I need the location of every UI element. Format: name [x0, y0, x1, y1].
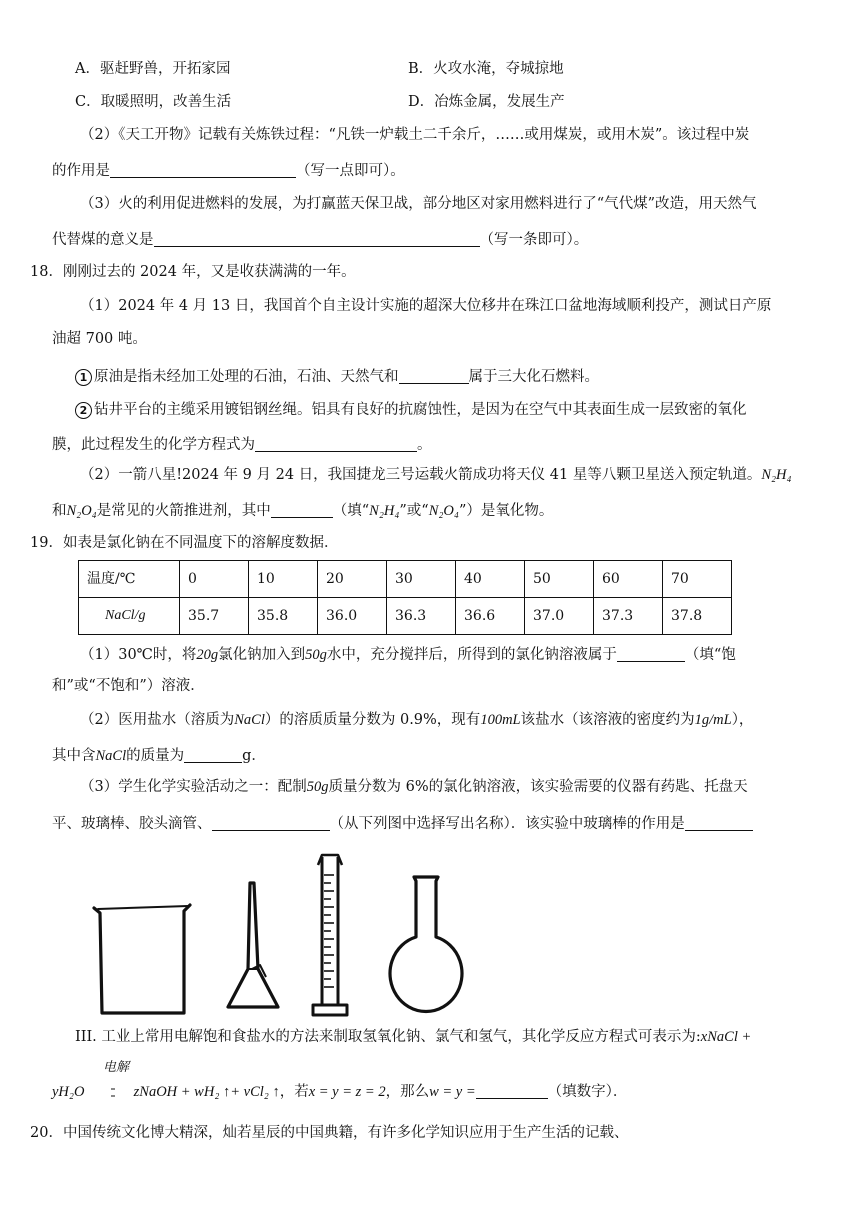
table-header-cell: 30 [387, 561, 456, 598]
q18-2-text-d: ”或“ [399, 503, 429, 519]
table-cell: 36.3 [387, 598, 456, 635]
q18-sub1 [75, 367, 599, 386]
q19-2-text-d: ）， [731, 712, 754, 728]
q19-3-text-a2: 平、玻璃棒、胶头滴管、 [52, 816, 212, 832]
answer-blank[interactable] [110, 161, 296, 178]
value-50g: 50g [305, 647, 327, 663]
q17-3-line2 [52, 230, 588, 248]
table-cell: 35.8 [249, 598, 318, 635]
formula-n2h4: N₂H₄ [369, 503, 400, 519]
q19-2-text-a: （2）医用盐水（溶质为 [80, 712, 235, 728]
table-cell: 37.0 [525, 598, 594, 635]
answer-blank[interactable] [399, 367, 469, 384]
reaction-arrow-icon [89, 1083, 129, 1101]
option-c: C．取暖照明，改善生活 [75, 94, 232, 110]
q18-1-line1: （1）2024 年 4 月 13 日，我国首个自主设计实施的超深大位移井在珠江口盆地海域顺利投产，测试日产原 [80, 298, 772, 314]
circled-number-1: 1 [75, 369, 92, 386]
table-header-cell: 0 [180, 561, 249, 598]
table-row [79, 598, 732, 635]
answer-blank[interactable] [685, 814, 753, 831]
formula-n2o4: N₂O₄ [66, 503, 97, 519]
part3-formula-a: xNaCl + [700, 1029, 752, 1045]
option-b: B．火攻水淹，夺城掠地 [408, 61, 564, 77]
part3-text-a: III. 工业上常用电解饱和食盐水的方法来制取氢氧化钠、氯气和氢气，其化学反应方程式可表示为: [75, 1029, 701, 1045]
q18-2-text: （2）一箭八星!2024 年 9 月 24 日，我国捷龙三号运载火箭成功将天仪 41 星等八颗卫星送入预定轨道。 [80, 467, 762, 483]
part3-formula-c: zNaOH + wH₂ ↑+ vCl₂ ↑ [133, 1084, 280, 1100]
table-header-cell: 20 [318, 561, 387, 598]
formula-n2o4: N₂O₄ [428, 503, 459, 519]
reaction-condition: 电解 [103, 1060, 130, 1075]
option-a: A．驱赶野兽，开拓家园 [75, 61, 231, 77]
solubility-table [78, 560, 732, 635]
answer-blank[interactable] [154, 230, 480, 247]
table-cell: 37.8 [663, 598, 732, 635]
q18-sub2-line2 [52, 435, 432, 453]
formula-nacl: NaCl [234, 712, 265, 728]
option-d: D．冶炼金属，发展生产 [408, 94, 565, 110]
value-100ml: 100mL [480, 712, 521, 728]
q19-1-line1 [80, 645, 736, 663]
q19-1-text-b: 氯化钠加入到 [218, 647, 306, 663]
table-row [79, 561, 732, 598]
answer-blank[interactable] [255, 435, 417, 452]
q17-2-text-a: 的作用是 [52, 163, 110, 179]
table-cell: 36.0 [318, 598, 387, 635]
table-header-cell: 温度/℃ [79, 561, 180, 598]
table-header-cell: 10 [249, 561, 318, 598]
answer-blank[interactable] [212, 814, 330, 831]
part3-line2 [52, 1082, 627, 1101]
q19-2-line1 [80, 713, 753, 728]
q18-sub2-text-b: 。 [417, 437, 432, 453]
q19-2-text-f: 的质量为 [126, 748, 185, 764]
table-header-cell: 60 [594, 561, 663, 598]
q18-sub2-text-a: 膜，此过程发生的化学方程式为 [52, 437, 255, 453]
table-cell: 37.3 [594, 598, 663, 635]
q18-1-line2: 油超 700 吨。 [52, 331, 147, 347]
part3-formula-d: x = y = z = 2 [308, 1084, 386, 1100]
q19-1-text-d: （填“饱 [684, 647, 736, 663]
answer-blank[interactable] [617, 645, 685, 662]
part3-text-c: ，若 [279, 1084, 309, 1100]
answer-blank[interactable] [271, 501, 333, 518]
q18-2-text-a: 和 [52, 503, 67, 519]
table-cell: 35.7 [180, 598, 249, 635]
q18-2-line2 [52, 501, 553, 519]
q18-2-text-e: ”）是氧化物。 [458, 503, 554, 519]
circled-number-2: 2 [75, 402, 92, 419]
q18-sub2-text: 钻井平台的主缆采用镀铝钢丝绳。铝具有良好的抗腐蚀性，是因为在空气中其表面生成一层致密的氧化 [94, 402, 747, 418]
q17-2-line1: （2）《天工开物》记载有关炼铁过程：“凡铁一炉载土二千余斤，……或用煤炭，或用木炭”。该过程中炭 [80, 127, 750, 143]
table-header-cell: 40 [456, 561, 525, 598]
table-cell: 36.6 [456, 598, 525, 635]
part3-formula-f: w = y = [429, 1084, 476, 1100]
table-row-label: NaCl/g [79, 598, 180, 635]
formula-n2h4: N₂H₄ [761, 467, 792, 483]
part3-text-e: ，那么 [385, 1084, 430, 1100]
q18-sub2-line1 [75, 402, 747, 419]
q19-2-text-c: 该盐水（该溶液的密度约为 [520, 712, 695, 728]
q19-2-text-e: 其中含 [52, 748, 96, 764]
q19-3-line2 [52, 814, 753, 832]
value-50g: 50g [306, 779, 329, 795]
part3-text-g: （填数字）． [547, 1084, 628, 1100]
q17-3-text-a: 代替煤的意义是 [52, 232, 154, 248]
funnel-icon [228, 883, 278, 1007]
q18-sub1-text-b: 属于三大化石燃料。 [468, 369, 599, 385]
table-header-cell: 70 [663, 561, 732, 598]
q17-3-text-b: （写一条即可）。 [479, 232, 589, 248]
round-flask-icon [390, 877, 462, 1012]
table-header-cell: 50 [525, 561, 594, 598]
answer-blank[interactable] [184, 746, 242, 763]
q19-3-text-b2: （从下列图中选择写出名称）．该实验中玻璃棒的作用是 [329, 816, 685, 832]
answer-blank[interactable] [476, 1082, 548, 1099]
part3-formula-b: yH₂O [52, 1084, 85, 1100]
apparatus-figure [80, 845, 480, 1025]
q18-2-line1 [80, 468, 792, 483]
q19-2-text-g: g． [242, 748, 266, 764]
q20-line1: 20．中国传统文化博大精深，灿若星辰的中国典籍，有许多化学知识应用于生产生活的记载、 [30, 1125, 629, 1141]
q19-3-text-a: （3）学生化学实验活动之一：配制 [80, 779, 307, 795]
formula-nacl: NaCl [95, 748, 127, 764]
q17-2-line2 [52, 161, 405, 179]
q19-stem: 19．如表是氯化钠在不同温度下的溶解度数据． [30, 535, 339, 551]
q19-1-text-c: 水中，充分搅拌后，所得到的氯化钠溶液属于 [326, 647, 617, 663]
q18-2-text-b: 是常见的火箭推进剂，其中 [96, 503, 271, 519]
q19-3-text-b: 质量分数为 6%的氯化钠溶液，该实验需要的仪器有药匙、托盘天 [328, 779, 748, 795]
graduated-cylinder-icon [313, 855, 347, 1015]
beaker-icon [94, 905, 190, 1013]
part3-line1 [75, 1030, 751, 1045]
q18-sub1-text-a: 原油是指未经加工处理的石油，石油、天然气和 [94, 369, 399, 385]
q19-3-line1 [80, 780, 748, 795]
value-20g: 20g [196, 647, 219, 663]
q19-2-text-b: ）的溶质质量分数为 0.9%，现有 [264, 712, 481, 728]
q19-2-line2 [52, 746, 266, 764]
q19-1-line2: 和”或“不饱和”）溶液． [52, 678, 205, 694]
value-density: 1g/mL [694, 712, 732, 728]
q19-1-text-a: （1）30℃时，将 [80, 647, 197, 663]
q17-3-line1: （3）火的利用促进燃料的发展，为打赢蓝天保卫战，部分地区对家用燃料进行了“气代煤”改造，用天然气 [80, 196, 757, 212]
q18-2-text-c: （填“ [332, 503, 370, 519]
q17-2-text-b: （写一点即可）。 [296, 163, 405, 179]
q18-stem: 18．刚刚过去的 2024 年，又是收获满满的一年。 [30, 264, 356, 280]
